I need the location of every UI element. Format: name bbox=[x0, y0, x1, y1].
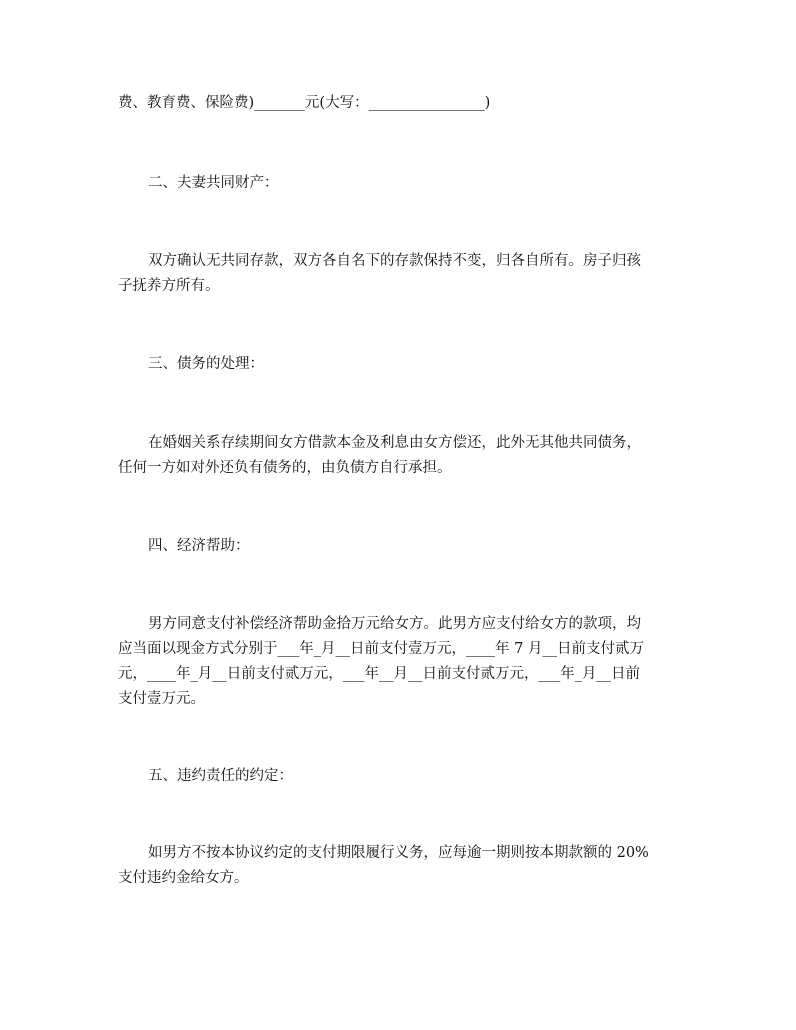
text-line: 双方确认无共同存款，双方各自名下的存款保持不变，归各自所有。房子归孩 bbox=[148, 253, 641, 269]
text-line: 应当面以现金方式分别于___年_月__日前支付壹万元，____年 7 月__日前支付贰万 bbox=[118, 641, 644, 657]
section-heading-3: 三、债务的处理： bbox=[148, 356, 264, 372]
text-line: 任何一方如对外还负有债务的，由负债方自行承担。 bbox=[118, 460, 452, 476]
text-line: 男方同意支付补偿经济帮助金拾万元给女方。此男方应支付给女方的款项，均 bbox=[148, 616, 641, 632]
section-paragraph-4 bbox=[118, 612, 678, 712]
section-heading-2: 二、夫妻共同财产： bbox=[148, 175, 279, 191]
continuation-line bbox=[118, 91, 678, 116]
text-line: 在婚姻关系存续期间女方借款本金及利息由女方偿还，此外无其他共同债务， bbox=[148, 435, 641, 451]
section-heading-5: 五、违约责任的约定： bbox=[148, 768, 293, 784]
text-line: 支付壹万元。 bbox=[118, 691, 205, 707]
text-line: 费、教育费、保险费)_______元(大写：________________) bbox=[118, 95, 491, 111]
section-paragraph-3 bbox=[118, 431, 678, 481]
text-line: 如男方不按本协议约定的支付期限履行义务，应每逾一期则按本期款额的 20% bbox=[148, 845, 649, 861]
text-line: 子抚养方所有。 bbox=[118, 278, 220, 294]
section-heading-4: 四、经济帮助： bbox=[148, 538, 250, 554]
text-line: 元，____年_月__日前支付贰万元，___年__月__日前支付贰万元，___年_月__日前 bbox=[118, 666, 640, 682]
section-paragraph-2 bbox=[118, 249, 678, 299]
text-line: 支付违约金给女方。 bbox=[118, 870, 249, 886]
section-paragraph-5 bbox=[118, 841, 678, 891]
